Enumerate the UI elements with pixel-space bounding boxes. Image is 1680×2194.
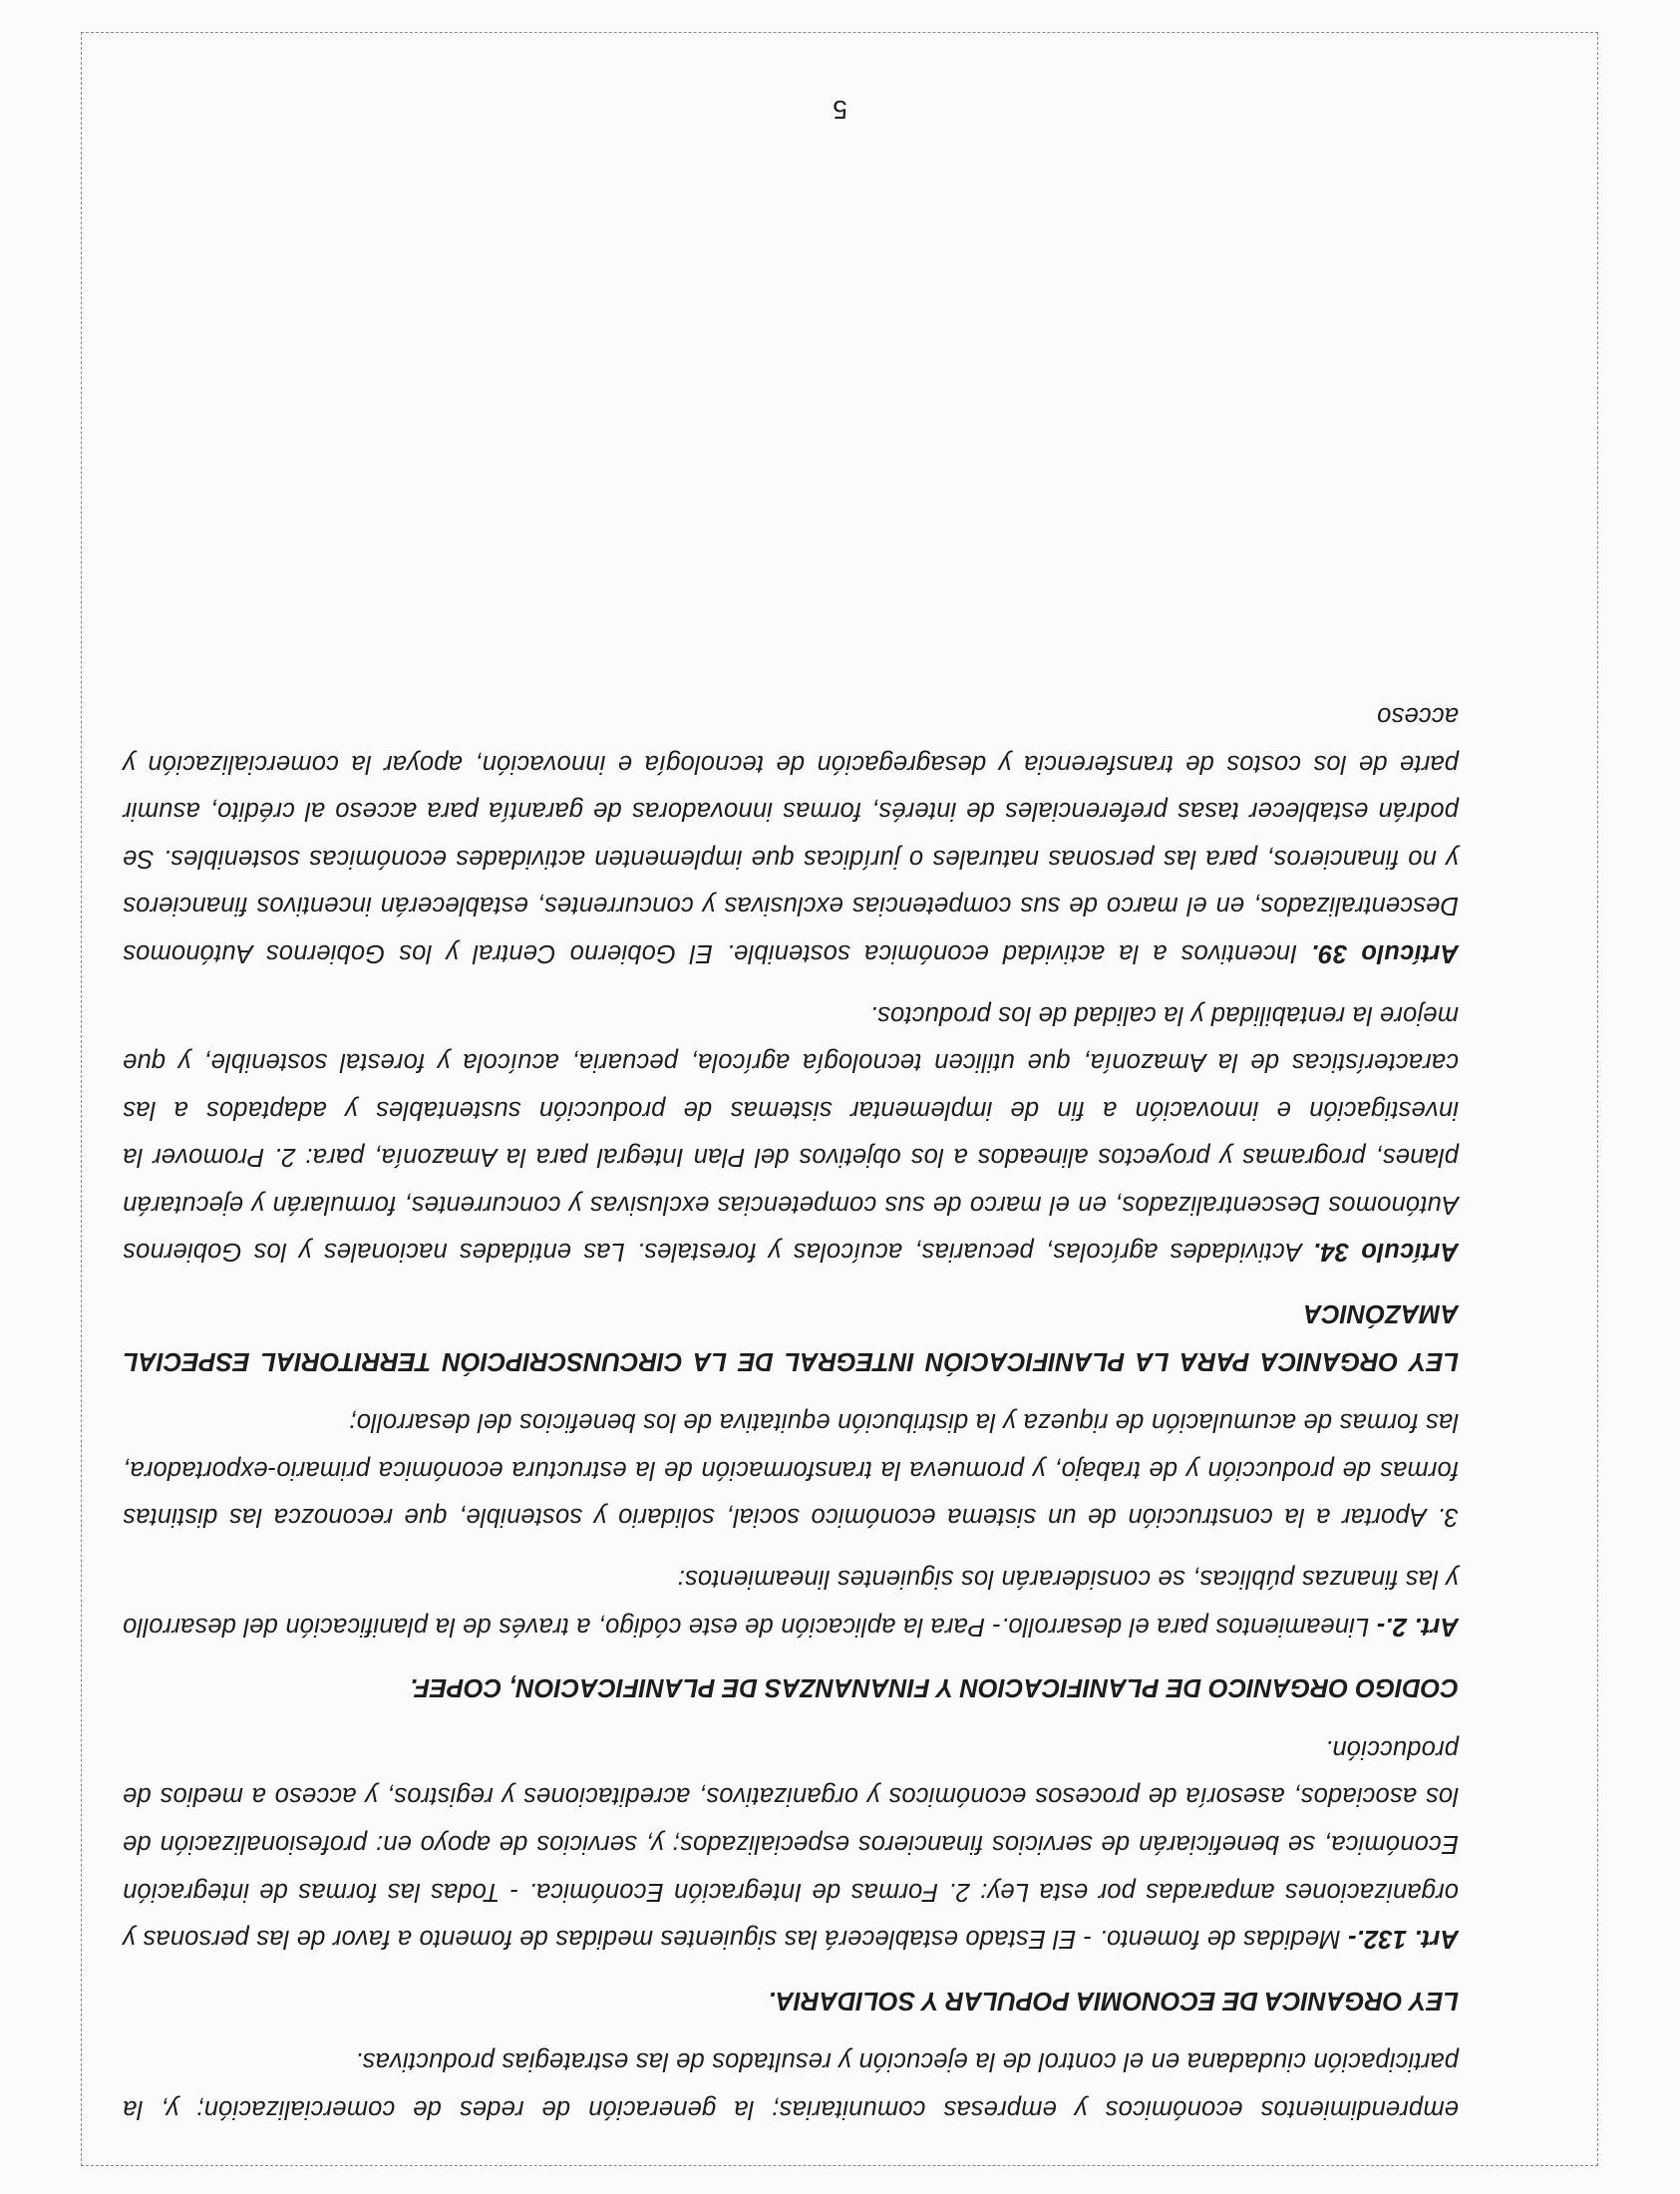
- heading-ley-amazonica: LEY ORGANICA PARA LA PLANIFICACIÓN INTEGRAL DE LA CIRCUNSCRIPCIÓN TERRITORIAL ESPECIAL AMAZÓNICA: [123, 1299, 1459, 1375]
- article-lead: Artículo 39.: [1311, 938, 1459, 967]
- article-text: 3. Aportar a la construcción de un sistema económico social, solidario y sostenible, que reconozca las distintas formas de producción y de trabajo, y promueva la transformación de la estructura económica primario-exportadora, las formas de acumulación de riqueza y la distribución equitativa de los beneficios del desarrollo;: [123, 1408, 1459, 1532]
- intro-paragraph: emprendimientos económicos y empresas comunitarias; la generación de redes de comercialización; y, la participación ciudadana en el control de la ejecución y resultados de las estrategias productivas.: [123, 2047, 1459, 2123]
- page-number: 5: [833, 95, 847, 125]
- paragraph-articulo-39: [123, 691, 1459, 976]
- article-text: Lineamientos para el desarrollo.- Para la aplicación de este código, a través de la planificación del desarrollo y las finanzas públicas, se considerarán los siguientes lineamientos:: [122, 1565, 1459, 1641]
- paragraph-art-2: [123, 1554, 1459, 1648]
- article-lead: Art. 2.-: [1376, 1612, 1459, 1641]
- article-lead: Art. 132.-: [1347, 1925, 1459, 1954]
- article-lead: Artículo 34.: [1313, 1238, 1459, 1267]
- paragraph-lineamiento-3: [123, 1398, 1459, 1541]
- paragraph-articulo-34: [123, 990, 1459, 1276]
- heading-ley-economia-popular: LEY ORGANICA DE ECONOMIA POPULAR Y SOLIDARIA.: [768, 1986, 1459, 2014]
- paragraph-art-132: [123, 1724, 1459, 1962]
- document-body: [123, 677, 1459, 2132]
- article-text: Actividades agrícolas, pecuarias, acuícolas y forestales. Las entidades nacionales y los Gobiernos Autónomos Descentralizados, en el marco de sus competencias exclusivas y concurrentes, formularán y ejecutarán planes, programas y proyectos alineados a los objetivos del Plan Integral para la Amazonía, para: 2. Promover la investigación e innovación a fin de implementar sistemas de producción sustentables y adaptados a las características de la Amazonía, que utilicen tecnología agrícola, pecuaria, acuícola y forestal sostenible, y que mejore la rentabilidad y la calidad de los productos.: [123, 1000, 1459, 1267]
- article-text: Medidas de fomento. - El Estado establecerá las siguientes medidas de fomento a favor de las personas y organizaciones amparadas por esta Ley: 2. Formas de Integración Económica. - Todas las formas de integración Económica, se beneficiarán de servicios financieros especializados; y, servicios de apoyo en: profesionalización de los asociados, asesoría de procesos económicos y organizativos, acreditaciones y registros, y acceso a medios de producción.: [122, 1734, 1459, 1954]
- heading-codigo-planificacion: CODIGO ORGANICO DE PLANIFICACION Y FINANANZAS DE PLANIFICACION, COPEF.: [410, 1673, 1459, 1702]
- article-text: Incentivos a la actividad económica sostenible. El Gobierno Central y los Gobiernos Autónomos Descentralizados, en el marco de sus competencias exclusivas y concurrentes, establecerán incentivos financieros y no financieros, para las personas naturales o jurídicas que implementen actividades económicas sostenibles. Se podrán establecer tasas preferenciales de interés, formas innovadoras de garantía para acceso al crédito, asumir parte de los costos de transferencia y desagregación de tecnología e innovación, apoyar la comercialización y acceso: [123, 701, 1459, 967]
